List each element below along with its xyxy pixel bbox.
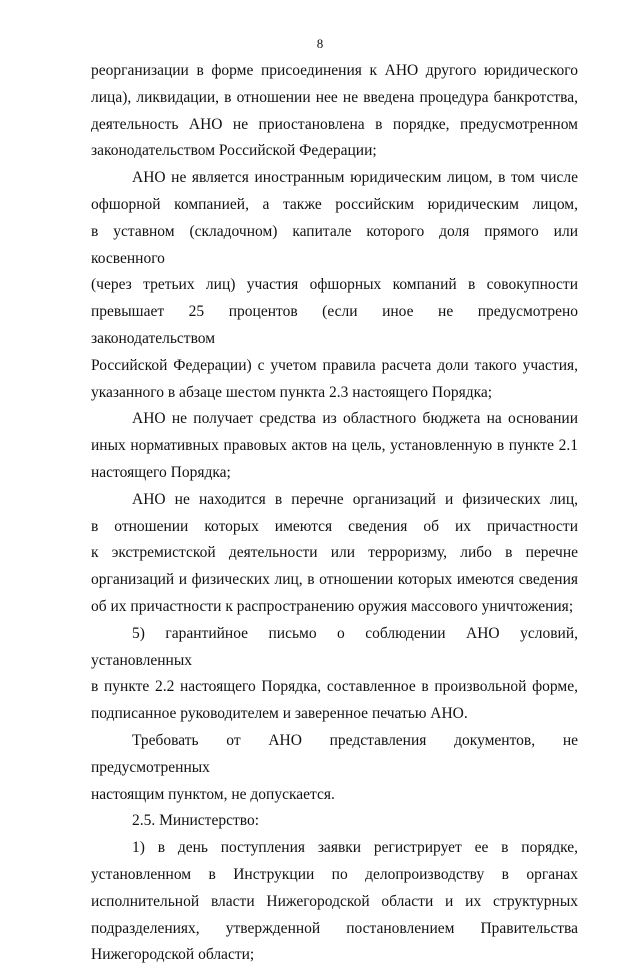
text-line: в уставном (складочном) капитале которого доля прямого или косвенного	[91, 222, 578, 267]
paragraph	[91, 621, 578, 728]
text-line: об их причастности к распространению оружия массового уничтожения;	[91, 597, 574, 615]
text-line: иных нормативных правовых актов на цель, установленную в пункте 2.1	[91, 437, 578, 455]
text-line: подписанное руководителем и заверенное печатью АНО.	[91, 705, 468, 723]
text-line: организаций и физических лиц, в отношении которых имеются сведения	[91, 571, 578, 589]
paragraph	[91, 58, 578, 165]
text-line: 2.5. Министерство:	[132, 812, 259, 830]
text-line: деятельность АНО не приостановлена в порядке, предусмотренном	[91, 115, 578, 133]
paragraph	[91, 487, 578, 621]
text-line: указанного в абзаце шестом пункта 2.3 настоящего Порядка;	[91, 383, 493, 401]
paragraph	[91, 835, 578, 969]
text-line: 5) гарантийное письмо о соблюдении АНО условий, установленных	[91, 624, 578, 669]
text-line: настоящим пунктом, не допускается.	[91, 785, 335, 803]
text-line: настоящего Порядка;	[91, 463, 231, 481]
paragraph	[91, 165, 578, 406]
text-line: 1) в день поступления заявки регистрирует ее в порядке,	[132, 839, 578, 857]
text-line: офшорной компанией, а также российским юридическим лицом,	[91, 195, 578, 213]
text-line: исполнительной власти Нижегородской области и их структурных	[91, 892, 578, 910]
text-line: Нижегородской области;	[91, 946, 255, 964]
text-line: подразделениях, утвержденной постановлением Правительства	[91, 919, 578, 937]
text-line: лица), ликвидации, в отношении нее не введена процедура банкротства,	[91, 88, 578, 106]
text-line: (через третьих лиц) участия офшорных компаний в совокупности	[91, 276, 578, 294]
text-line: АНО не является иностранным юридическим лицом, в том числе	[132, 169, 578, 187]
page-number: 8	[316, 36, 324, 51]
text-line: Российской Федерации) с учетом правила расчета доли такого участия,	[91, 356, 578, 374]
text-line: в пункте 2.2 настоящего Порядка, составленное в произвольной форме,	[91, 678, 578, 696]
paragraph	[91, 728, 578, 808]
text-line: в отношении которых имеются сведения об их причастности	[91, 517, 578, 535]
paragraph	[91, 406, 578, 486]
text-line: к экстремистской деятельности или терроризму, либо в перечне	[91, 544, 578, 562]
text-line: АНО не получает средства из областного бюджета на основании	[132, 410, 578, 428]
text-line: реорганизации в форме присоединения к АНО другого юридического	[91, 62, 578, 79]
text-line: установленном в Инструкции по делопроизводству в органах	[91, 865, 578, 883]
text-line: законодательством Российской Федерации;	[91, 142, 377, 160]
text-line: АНО не находится в перечне организаций и физических лиц,	[132, 490, 578, 508]
section-heading	[91, 808, 578, 835]
text-line: Требовать от АНО представления документов, не предусмотренных	[91, 731, 578, 776]
text-line: превышает 25 процентов (если иное не предусмотрено законодательством	[91, 303, 578, 347]
document-body	[91, 58, 578, 969]
